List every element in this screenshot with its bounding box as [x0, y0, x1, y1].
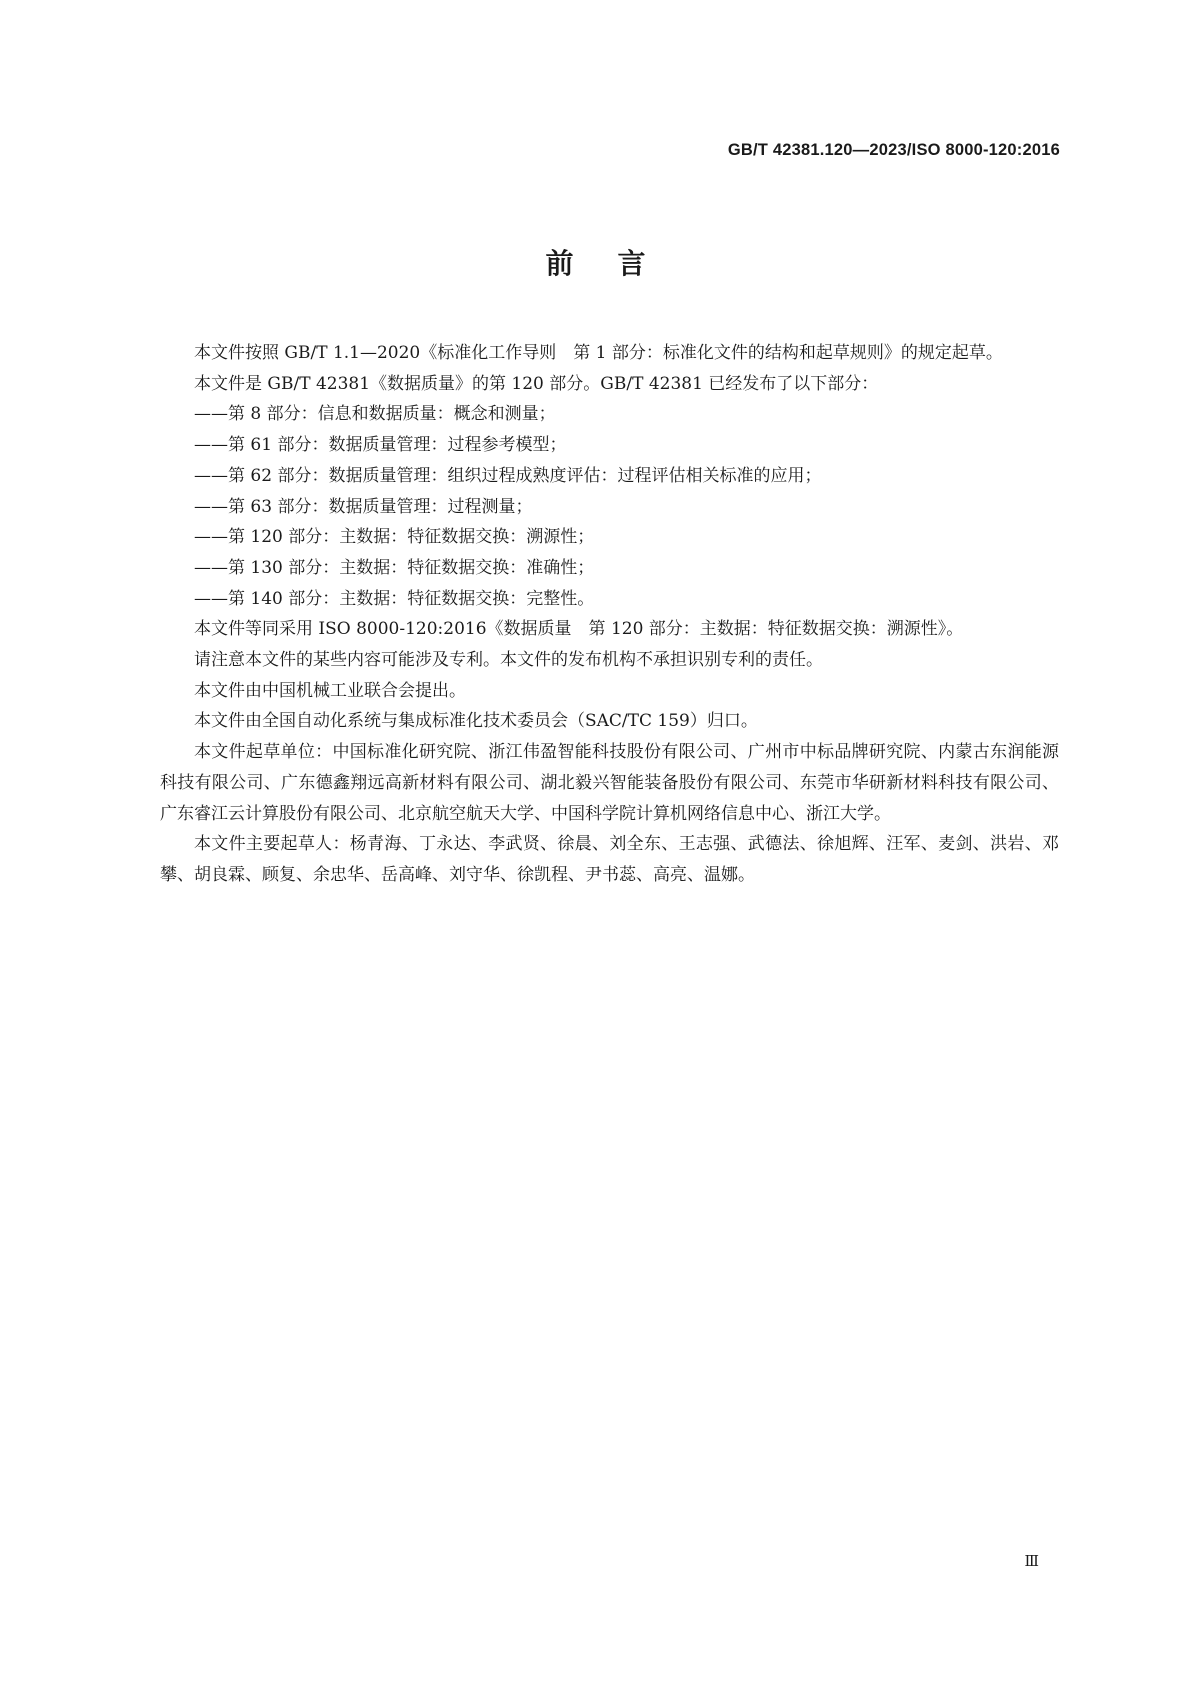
paragraph-patent-notice: 请注意本文件的某些内容可能涉及专利。本文件的发布机构不承担识别专利的责任。: [194, 650, 823, 671]
list-item-part-62: ——第 62 部分：数据质量管理：组织过程成熟度评估：过程评估相关标准的应用；: [194, 465, 822, 486]
page-number: Ⅲ: [1024, 1552, 1039, 1570]
paragraph-equivalence: 本文件等同采用 ISO 8000-120:2016《数据质量 第 120 部分：主数据：特征数据交换：溯源性》。: [194, 619, 964, 640]
page-title: 前言: [545, 247, 690, 280]
paragraph-committee: 本文件由全国自动化系统与集成标准化技术委员会（SAC/TC 159）归口。: [194, 711, 758, 732]
paragraph-drafting-rules: 本文件按照 GB/T 1.1—2020《标准化工作导则 第 1 部分：标准化文件的结构和起草规则》的规定起草。: [194, 343, 1003, 363]
paragraph-series-intro: 本文件是 GB/T 42381《数据质量》的第 120 部分。GB/T 42381 已经发布了以下部分：: [194, 373, 879, 394]
foreword-body: [160, 338, 1059, 891]
paragraph-proposer: 本文件由中国机械工业联合会提出。: [194, 680, 466, 701]
list-item-part-8: ——第 8 部分：信息和数据质量：概念和测量；: [194, 404, 556, 425]
paragraph-drafting-units: 本文件起草单位：中国标准化研究院、浙江伟盈智能科技股份有限公司、广州市中标品牌研究院、内蒙古东润能源科技有限公司、广东德鑫翔远高新材料有限公司、湖北毅兴智能装备股份有限公司、东莞市华研新材料科技有限公司、广东睿江云计算股份有限公司、北京航空航天大学、中国科学院计算机网络信息中心、浙江大学。: [160, 742, 1059, 824]
paragraph-drafters: 本文件主要起草人：杨青海、丁永达、李武贤、徐晨、刘全东、王志强、武德法、徐旭辉、汪军、麦剑、洪岩、邓攀、胡良霖、顾复、余忠华、岳高峰、刘守华、徐凯程、尹书蕊、高亮、温娜。: [160, 834, 1059, 885]
list-item-part-130: ——第 130 部分：主数据：特征数据交换：准确性；: [194, 557, 595, 578]
list-item-part-120: ——第 120 部分：主数据：特征数据交换：溯源性；: [194, 527, 595, 548]
list-item-part-140: ——第 140 部分：主数据：特征数据交换：完整性。: [194, 588, 595, 609]
list-item-part-63: ——第 63 部分：数据质量管理：过程测量；: [194, 496, 533, 517]
standard-number: GB/T 42381.120—2023/ISO 8000-120:2016: [727, 141, 1060, 159]
list-item-part-61: ——第 61 部分：数据质量管理：过程参考模型；: [194, 435, 567, 456]
